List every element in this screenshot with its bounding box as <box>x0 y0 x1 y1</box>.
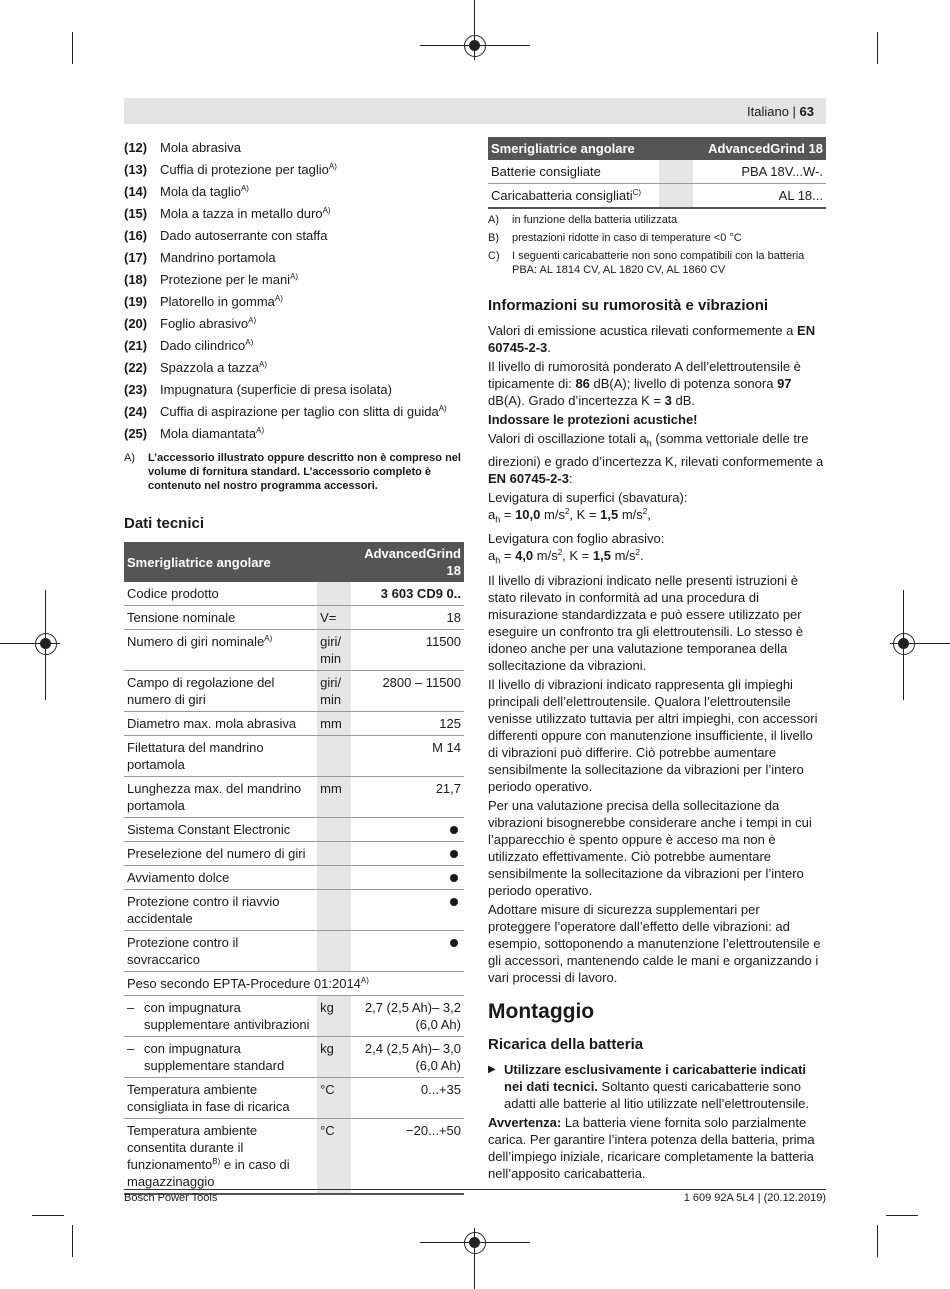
feature-dot-icon <box>450 939 458 947</box>
table-row: Temperatura ambiente consentita durante il funzionamento$^{B)}$ e in caso di magazzinaggio °C −20...+50 <box>124 1119 464 1195</box>
table-row: Campo di regolazione del numero di giri giri/ min 2800 – 11500 <box>124 671 464 712</box>
subheading-charging: Ricarica della batteria <box>488 1035 644 1053</box>
paragraph: Adottare misure di sicurezza supplementari per proteggere l’operatore dall’effetto delle vibrazioni: ad esempio, sottoponendo a manutenzione l’elettroutensile e gli accessori, mantenendo calde le mani e organizzando i vari processi di lavoro. <box>488 901 821 985</box>
registration-mark-icon <box>464 35 486 57</box>
table-header-row: Smerigliatrice angolare AdvancedGrind 18 <box>488 137 826 160</box>
list-item: (25) Mola diamantata$^{A)}$ <box>124 426 265 441</box>
list-item: (12) Mola abrasiva <box>124 140 241 155</box>
table-row: Caricabatteria consigliati$^{C)}$ AL 18... <box>488 184 826 209</box>
instruction-bullet: ▶ Utilizzare esclusivamente i caricabatterie indicati nei dati tecnici. Soltanto questi caricabatterie sono adatti alle batterie al litio utilizzate nell’elettroutensile. <box>488 1061 809 1111</box>
paragraph: Avvertenza: La batteria viene fornita solo parzialmente carica. Per garantire l’intera potenza della batteria, prima dell’impiego iniziale, ricaricare completamente la batteria nell’apposito caricabatteria. <box>488 1114 815 1181</box>
paragraph: Per una valutazione precisa della sollecitazione da vibrazioni bisognerebbe considerare anche i tempi in cui l’apparecchio è spento oppure è acceso ma non è utilizzato effettivamente. Ciò potrebbe aumentare sensibilmente la sollecitazione da vibrazioni per l’intero periodo operativo. <box>488 797 812 898</box>
paragraph: Il livello di rumorosità ponderato A dell’elettroutensile è tipicamente di: 86 dB(A); livello di potenza sonora 97 dB(A). Grado d’incertezza K = 3 dB. <box>488 359 801 408</box>
tech-table-continued <box>488 137 826 209</box>
table-row: Temperatura ambiente consigliata in fase di ricarica °C 0...+35 <box>124 1078 464 1119</box>
table-row: Protezione contro il riavvio accidentale <box>124 890 464 931</box>
paragraph: Il livello di vibrazioni indicato rappresenta gli impieghi principali dell’elettroutensile. Qualora l’elettroutensile venisse utilizzato tuttavia per altri impieghi, con accessori differenti oppure con manutenzione insufficiente, il livello di vibrazioni può differire. Ciò potrebbe aumentare sensibilmente la sollecitazione da vibrazioni per l’intero periodo operativo. <box>488 676 818 794</box>
table-row: Numero di giri nominale$^{A)}$ giri/ min 11500 <box>124 630 464 671</box>
footer-docnum: 1 609 92A 5L4 | (20.12.2019) <box>683 1192 826 1204</box>
table-row: Sistema Constant Electronic <box>124 818 464 842</box>
crop-mark <box>32 1215 64 1216</box>
paragraph: Il livello di vibrazioni indicato nelle presenti istruzioni è stato rilevato in conformità ad una procedura di misurazione standardizzata e può essere utilizzato per eseguire un confronto tra gli elettroutensili. Lo stesso è idoneo anche per una valutazione temporanea della sollecitazione da vibrazioni. <box>488 572 804 673</box>
crop-mark <box>72 1225 73 1257</box>
table-row: Avviamento dolce <box>124 866 464 890</box>
registration-mark-icon <box>464 1232 486 1254</box>
table-row: Filettatura del mandrino portamola M 14 <box>124 736 464 777</box>
parts-list <box>124 137 464 445</box>
crop-mark <box>877 32 878 64</box>
feature-dot-icon <box>450 898 458 906</box>
crop-mark <box>886 1215 918 1216</box>
table-footnote: A) in funzione della batteria utilizzata <box>488 214 678 226</box>
left-column <box>124 137 464 1195</box>
paragraph: Valori di oscillazione totali $a_h$ (somma vettoriale delle tre direzioni) e grado d’incertezza K, rilevati conformemente a EN 60745-2-3: <box>488 431 824 486</box>
table-row: Batterie consigliate PBA 18V...W-. <box>488 160 826 184</box>
paragraph: Levigatura di superfici (sbavatura): <box>488 489 688 505</box>
table-row: – con impugnatura supplementare antivibrazioni kg 2,7 (2,5 Ah)– 3,2 (6,0 Ah) <box>124 996 464 1037</box>
table-row: Lunghezza max. del mandrino portamola mm 21,7 <box>124 777 464 818</box>
list-item: (22) Spazzola a tazza$^{A)}$ <box>124 360 268 375</box>
list-item: (20) Foglio abrasivo$^{A)}$ <box>124 316 257 331</box>
table-row: Protezione contro il sovraccarico <box>124 931 464 972</box>
paragraph-warning: Indossare le protezioni acustiche! <box>488 412 698 427</box>
registration-mark-icon <box>35 633 57 655</box>
triangle-bullet-icon: ▶ <box>488 1063 496 1075</box>
table-row: Diametro max. mola abrasiva mm 125 <box>124 712 464 736</box>
table-row: Codice prodotto 3 603 CD9 0.. <box>124 582 464 606</box>
right-column <box>488 137 826 1184</box>
footer-brand: Bosch Power Tools <box>124 1192 218 1204</box>
list-item: (13) Cuffia di protezione per taglio$^{A)}$ <box>124 162 337 177</box>
list-item: (17) Mandrino portamola <box>124 250 276 265</box>
crop-mark <box>72 32 73 64</box>
header-language: Italiano <box>747 104 789 119</box>
list-item: (15) Mola a tazza in metallo duro$^{A)}$ <box>124 206 331 221</box>
section-heading-tech: Dati tecnici <box>124 515 205 532</box>
list-item: (24) Cuffia di aspirazione per taglio con slitta di guida$^{A)}$ <box>124 404 447 419</box>
list-item: (19) Platorello in gomma$^{A)}$ <box>124 294 283 309</box>
paragraph: Valori di emissione acustica rilevati conformemente a EN 60745-2-3. <box>488 323 816 355</box>
header-band <box>124 98 826 124</box>
table-footnote: C) I seguenti caricabatterie non sono compatibili con la batteria PBA: AL 1814 CV, AL 1820 CV, AL 1860 CV <box>488 250 805 276</box>
tech-table <box>124 542 464 1195</box>
list-item: (21) Dado cilindrico$^{A)}$ <box>124 338 254 353</box>
running-header: Italiano | 63 <box>747 104 814 119</box>
parts-footnote: A) L’accessorio illustrato oppure descritto non è compreso nel volume di fornitura standard. L’accessorio completo è contenuto nel nostro programma accessori. <box>124 452 461 492</box>
feature-dot-icon <box>450 874 458 882</box>
table-row: Peso secondo EPTA-Procedure $01:2014^{A)}$ <box>124 972 464 996</box>
vibration-value: $a_h = 4,0$ $m/s^2$, K = 1,5 $m/s^2$. <box>488 548 644 566</box>
footer-rule <box>124 1189 826 1190</box>
crop-mark <box>877 1225 878 1257</box>
table-row: Preselezione del numero di giri <box>124 842 464 866</box>
list-item: (18) Protezione per le mani$^{A)}$ <box>124 272 299 287</box>
paragraph: Levigatura con foglio abrasivo: <box>488 531 665 547</box>
section-heading-assembly: Montaggio <box>488 999 595 1023</box>
list-item: (16) Dado autoserrante con staffa <box>124 228 328 243</box>
registration-mark-icon <box>893 633 915 655</box>
section-heading-noise: Informazioni su rumorosità e vibrazioni <box>488 297 769 314</box>
vibration-value: $a_h = 10,0$ $m/s^2$, K = 1,5 $m/s^2$, <box>488 506 651 525</box>
table-header-row: Smerigliatrice angolare AdvancedGrind 18 <box>124 542 464 582</box>
feature-dot-icon <box>450 826 458 834</box>
table-row: – con impugnatura supplementare standard kg 2,4 (2,5 Ah)– 3,0 (6,0 Ah) <box>124 1037 464 1078</box>
table-row: Tensione nominale V= 18 <box>124 606 464 630</box>
table-footnote: B) prestazioni ridotte in caso di temperature <0 °C <box>488 232 742 244</box>
list-item: (14) Mola da taglio$^{A)}$ <box>124 184 249 199</box>
list-item: (23) Impugnatura (superficie di presa isolata) <box>124 382 392 397</box>
page-number: 63 <box>799 104 814 119</box>
feature-dot-icon <box>450 850 458 858</box>
